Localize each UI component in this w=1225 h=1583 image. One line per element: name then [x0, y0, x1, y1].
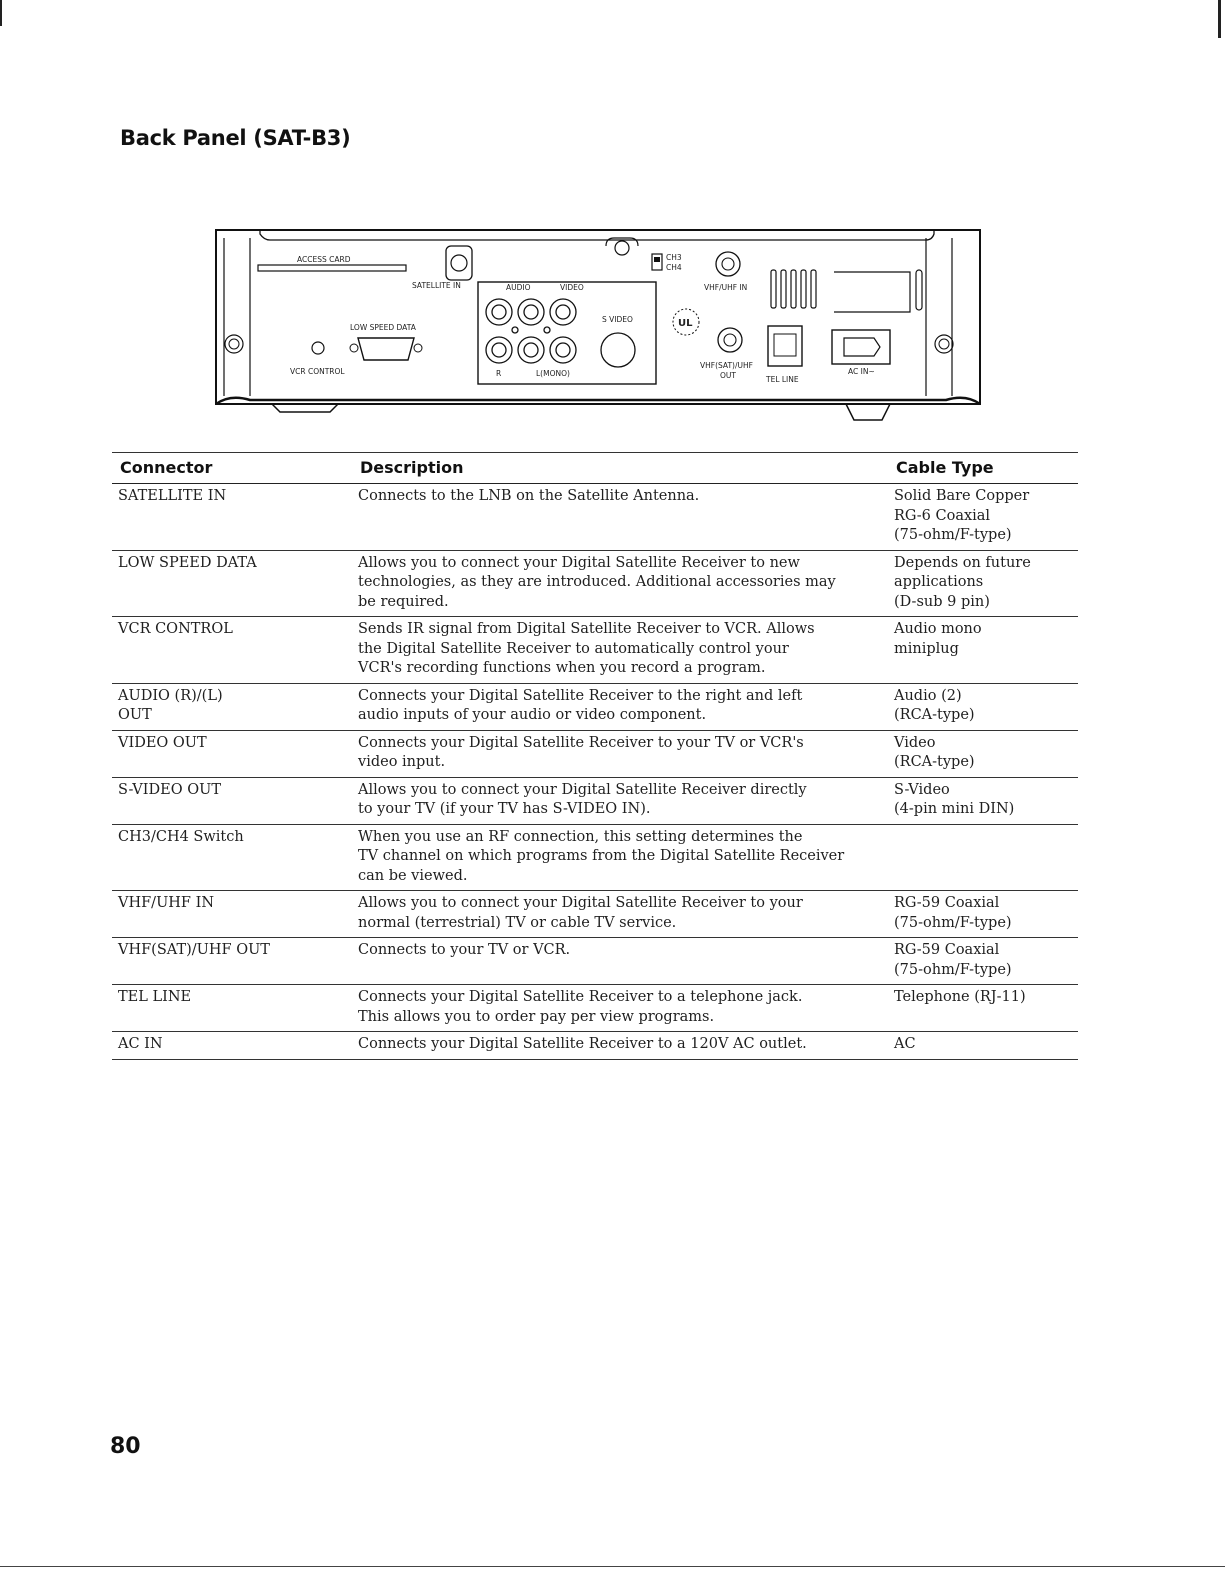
cell-description-line: This allows you to order pay per view programs. [358, 1008, 715, 1025]
table-body [112, 484, 1078, 1060]
cell-description-line: normal (terrestrial) TV or cable TV service. [358, 914, 677, 931]
header-description: Description [352, 453, 888, 484]
cell-cable-type [888, 938, 1078, 985]
cell-cable-type [888, 1032, 1078, 1060]
cell-cable-type-line: Video [894, 734, 936, 751]
cell-connector-line: VHF(SAT)/UHF OUT [118, 942, 270, 958]
cell-cable-type [888, 777, 1078, 824]
cell-cable-type-line: (75-ohm/F-type) [894, 961, 1012, 978]
cell-connector [112, 683, 352, 730]
cell-cable-type-line: (RCA-type) [894, 754, 975, 770]
back-panel-illustration [210, 216, 986, 426]
cell-connector-line: LOW SPEED DATA [118, 554, 257, 571]
cell-cable-type [888, 550, 1078, 617]
cell-description-line: audio inputs of your audio or video component. [358, 707, 707, 723]
cell-cable-type-line: Audio (2) [894, 687, 962, 704]
cell-connector [112, 550, 352, 617]
label-l-mono: L(MONO) [536, 369, 570, 378]
cell-description [352, 824, 888, 891]
cell-cable-type-line: Audio mono [894, 621, 982, 637]
table-header-row [112, 453, 1078, 484]
cell-description [352, 1032, 888, 1060]
page-title: Back Panel (SAT-B3) [120, 126, 351, 150]
cell-cable-type-line: AC [894, 1036, 916, 1052]
cell-description-line: Connects your Digital Satellite Receiver to a telephone jack. [358, 989, 803, 1005]
cell-cable-type-line: applications [894, 574, 984, 590]
table-row [112, 1032, 1078, 1060]
cell-cable-type-line: Solid Bare Copper [894, 488, 1030, 504]
cell-description-line: Connects your Digital Satellite Receiver to your TV or VCR's [358, 734, 804, 751]
table-row [112, 550, 1078, 617]
cell-description [352, 683, 888, 730]
cell-description [352, 550, 888, 617]
cell-connector-line: AUDIO (R)/(L) [118, 687, 223, 704]
cell-connector [112, 777, 352, 824]
cell-connector [112, 824, 352, 891]
cell-cable-type [888, 730, 1078, 777]
page-edge-mark [0, 1566, 1225, 1567]
cell-description [352, 617, 888, 684]
cell-connector-line: SATELLITE IN [118, 488, 227, 504]
label-out: OUT [720, 371, 736, 380]
label-vcr-control: VCR CONTROL [290, 367, 345, 376]
table-row [112, 891, 1078, 938]
label-video: VIDEO [560, 283, 584, 292]
cell-description-line: Sends IR signal from Digital Satellite Receiver to VCR. Allows [358, 621, 815, 637]
label-satellite-in: SATELLITE IN [412, 281, 461, 290]
cell-description-line: technologies, as they are introduced. Additional accessories may [358, 574, 836, 590]
cell-description-line: can be viewed. [358, 867, 468, 884]
cell-connector-line: VCR CONTROL [118, 621, 233, 637]
cell-description-line: When you use an RF connection, this setting determines the [358, 828, 803, 845]
cell-description [352, 938, 888, 985]
cell-cable-type-line: RG-59 Coaxial [894, 895, 1000, 911]
cell-cable-type [888, 617, 1078, 684]
cell-cable-type-line: Depends on future [894, 554, 1031, 571]
cell-connector [112, 891, 352, 938]
cell-cable-type-line: RG-59 Coaxial [894, 942, 1000, 958]
page-number: 80 [110, 1434, 141, 1459]
page-edge-mark [0, 0, 2, 26]
cell-connector [112, 985, 352, 1032]
label-ch3: CH3 [666, 253, 682, 262]
cell-connector [112, 938, 352, 985]
cell-cable-type [888, 683, 1078, 730]
table-row [112, 777, 1078, 824]
label-vhf-uhf-in: VHF/UHF IN [704, 283, 748, 292]
label-low-speed-data: LOW SPEED DATA [350, 323, 416, 332]
table-row [112, 824, 1078, 891]
label-r: R [496, 369, 502, 378]
table-row [112, 985, 1078, 1032]
cell-cable-type-line: RG-6 Coaxial [894, 507, 991, 524]
cell-cable-type [888, 824, 1078, 891]
cell-cable-type-line: (75-ohm/F-type) [894, 914, 1012, 931]
cell-connector [112, 730, 352, 777]
cell-description [352, 730, 888, 777]
label-ul-mark: UL [678, 318, 693, 329]
cell-description-line: Allows you to connect your Digital Satellite Receiver directly [358, 781, 807, 798]
cell-connector-line: AC IN [118, 1036, 163, 1052]
cell-description-line: Connects your Digital Satellite Receiver to the right and left [358, 687, 803, 704]
table-row [112, 617, 1078, 684]
cell-cable-type [888, 484, 1078, 551]
cell-description-line: TV channel on which programs from the Digital Satellite Receiver [358, 848, 845, 864]
cell-description-line: video input. [358, 754, 446, 770]
label-tel-line: TEL LINE [766, 375, 799, 384]
cell-description-line: VCR's recording functions when you record a program. [358, 660, 766, 676]
cell-description [352, 484, 888, 551]
cell-connector-line: CH3/CH4 Switch [118, 828, 244, 845]
cell-description-line: be required. [358, 593, 449, 610]
header-cable-type: Cable Type [888, 453, 1078, 484]
cell-connector-line: S-VIDEO OUT [118, 781, 221, 798]
cell-connector-line: VHF/UHF IN [118, 895, 215, 911]
label-ac-in: AC IN~ [848, 367, 875, 376]
cell-description-line: to your TV (if your TV has S-VIDEO IN). [358, 801, 651, 817]
cell-connector-line: TEL LINE [118, 989, 192, 1005]
label-vhf-sat-uhf: VHF(SAT)/UHF [700, 361, 753, 370]
cell-cable-type-line: miniplug [894, 640, 959, 657]
cell-description [352, 777, 888, 824]
back-panel-diagram [210, 216, 986, 426]
label-access-card: ACCESS CARD [297, 255, 351, 264]
cell-description-line: Allows you to connect your Digital Satellite Receiver to new [358, 554, 800, 571]
cell-description-line: Allows you to connect your Digital Satellite Receiver to your [358, 895, 803, 911]
table-row [112, 938, 1078, 985]
cell-connector-line: OUT [118, 707, 152, 723]
cell-description-line: Connects to the LNB on the Satellite Antenna. [358, 488, 700, 504]
label-audio: AUDIO [506, 283, 531, 292]
cell-description-line: Connects your Digital Satellite Receiver to a 120V AC outlet. [358, 1036, 807, 1052]
cell-cable-type-line: (D-sub 9 pin) [894, 593, 990, 610]
header-connector: Connector [112, 453, 352, 484]
cell-cable-type-line: (RCA-type) [894, 707, 975, 723]
cell-cable-type-line: (4-pin mini DIN) [894, 801, 1015, 817]
connector-table [112, 452, 1078, 1060]
cell-description-line: Connects to your TV or VCR. [358, 942, 571, 958]
cell-connector [112, 617, 352, 684]
table-row [112, 484, 1078, 551]
cell-cable-type [888, 985, 1078, 1032]
cell-connector [112, 484, 352, 551]
cell-cable-type-line: (75-ohm/F-type) [894, 527, 1012, 543]
cell-cable-type-line: S-Video [894, 781, 950, 798]
cell-cable-type-line: Telephone (RJ-11) [894, 989, 1026, 1005]
cell-connector-line: VIDEO OUT [118, 734, 207, 751]
cell-connector [112, 1032, 352, 1060]
table-row [112, 683, 1078, 730]
label-s-video: S VIDEO [602, 315, 633, 324]
cell-cable-type [888, 891, 1078, 938]
cell-description [352, 985, 888, 1032]
table-row [112, 730, 1078, 777]
cell-description [352, 891, 888, 938]
label-ch4: CH4 [666, 263, 682, 272]
cell-description-line: the Digital Satellite Receiver to automatically control your [358, 640, 789, 657]
page-edge-mark [1218, 0, 1221, 38]
